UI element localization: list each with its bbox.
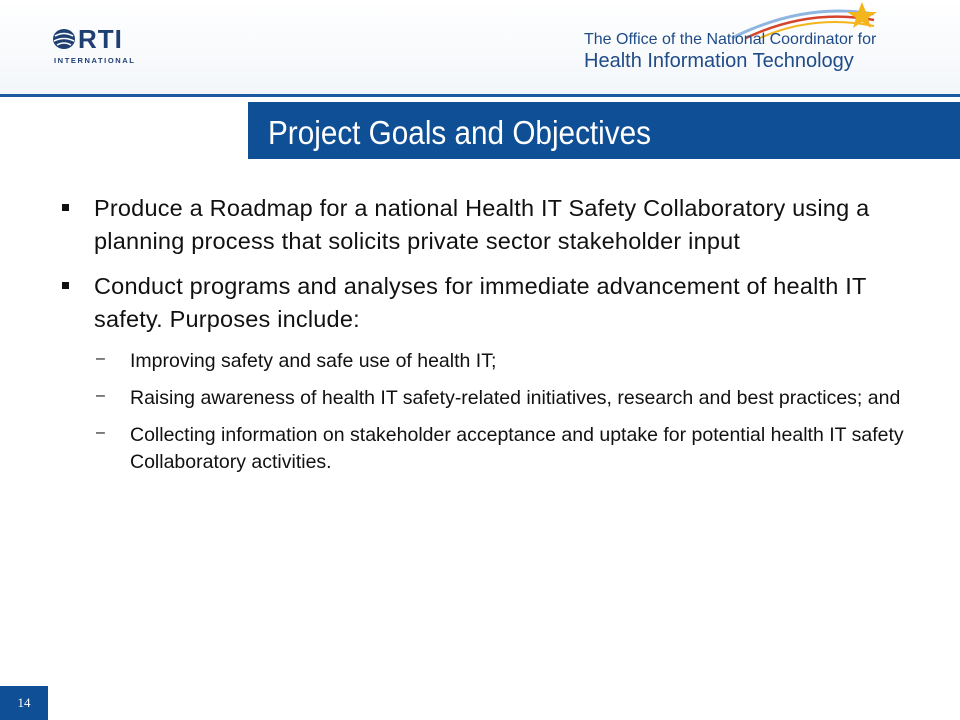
onc-title-line1: The Office of the National Coordinator for	[584, 31, 877, 48]
sub-bullet-text: Improving safety and safe use of health IT;	[130, 350, 497, 372]
dash-marker: –	[96, 387, 105, 404]
globe-icon	[52, 28, 78, 50]
bullet-text: Produce a Roadmap for a national Health IT Safety Collaboratory using a planning process that solicits private sector stakeholder input	[94, 195, 870, 254]
logo-letters: RTI	[78, 24, 123, 54]
onc-logo	[584, 0, 884, 80]
dash-marker: –	[96, 350, 105, 367]
rti-international-logo	[52, 26, 152, 68]
dash-marker: –	[96, 424, 105, 441]
bullet-text: Conduct programs and analyses for immediate advancement of health IT safety. Purposes include:	[94, 273, 867, 332]
sub-bullet-item	[60, 385, 920, 412]
sub-bullet-text: Raising awareness of health IT safety-related initiatives, research and best practices; and	[130, 387, 901, 409]
onc-title-line2: Health Information Technology	[584, 50, 854, 72]
bullet-item	[60, 270, 920, 336]
sub-bullet-item	[60, 422, 920, 476]
square-bullet-icon	[62, 204, 69, 211]
sub-bullet-text: Collecting information on stakeholder acceptance and uptake for potential health IT safety Collaboratory activities.	[130, 424, 904, 473]
header-divider	[0, 94, 960, 97]
title-bar	[248, 102, 960, 159]
square-bullet-icon	[62, 282, 69, 289]
bullet-item	[60, 192, 920, 258]
logo-subtitle: INTERNATIONAL	[54, 56, 136, 65]
content-body	[60, 192, 920, 486]
sub-bullet-item	[60, 348, 920, 375]
page-title: Project Goals and Objectives	[268, 114, 651, 151]
page-number: 14	[0, 686, 48, 720]
